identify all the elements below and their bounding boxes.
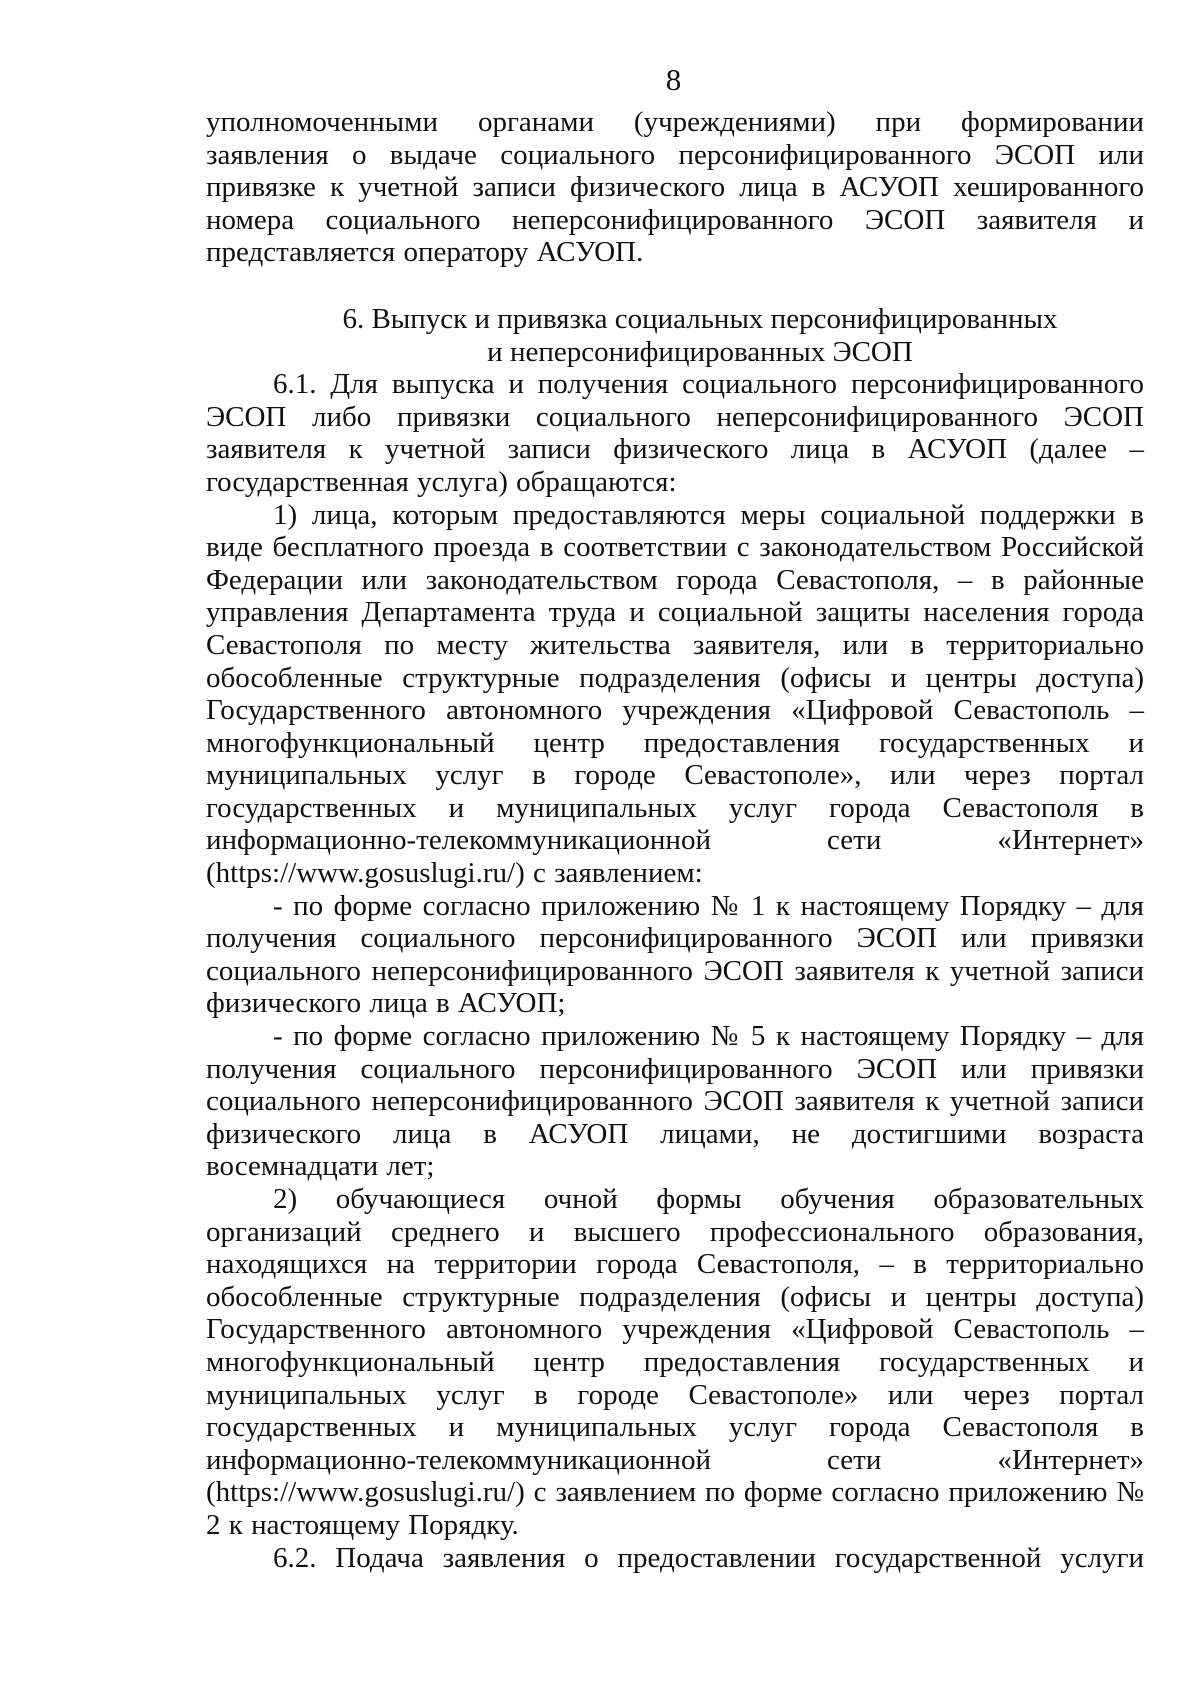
page-number: 8 (665, 62, 682, 97)
paragraph-continuation: уполномоченными органами (учреждениями) при формировании заявления о выдаче социального персонифицированного ЭСОП или привязке к учетной записи физического лица в АСУОП хешированного номера социального неперсонифицированного ЭСОП заявителя и представляется оператору АСУОП. (206, 106, 1144, 269)
spacer (206, 269, 1144, 303)
paragraph-item-2: 2) обучающиеся очной формы обучения образовательных организаций среднего и высшего профессионального образования, находящихся на территории города Севастополя, – в территориально обособленные структурные подразделения (офисы и центры доступа) Государственного автономного учреждения «Цифровой Севастополь – многофункциональный центр предоставления государственных и муниципальных услуг в городе Севастополе» или через портал государственных и муниципальных услуг города Севастополя в информационно-телекоммуникационной сети «Интернет» (https://www.gosuslugi.ru/) с заявлением по форме согласно приложению № 2 к настоящему Порядку. (206, 1183, 1144, 1541)
paragraph-item-1: 1) лица, которым предоставляются меры социальной поддержки в виде бесплатного проезда в соответствии с законодательством Российской Федерации или законодательством города Севастополя, – в районные управления Департамента труда и социальной защиты населения города Севастополя по месту жительства заявителя, или в территориально обособленные структурные подразделения (офисы и центры доступа) Государственного автономного учреждения «Цифровой Севастополь – многофункциональный центр предоставления государственных и муниципальных услуг в городе Севастополе», или через портал государственных и муниципальных услуг города Севастополя в информационно-телекоммуникационной сети «Интернет» (https://www.gosuslugi.ru/) с заявлением: (206, 498, 1144, 890)
section-heading-line-2: и неперсонифицированных ЭСОП (487, 335, 913, 368)
document-body (206, 106, 1144, 1574)
paragraph-6-2: 6.2. Подача заявления о предоставлении государственной услуги (273, 1541, 1144, 1574)
paragraph-6-1: 6.1. Для выпуска и получения социального персонифицированного ЭСОП либо привязки социального неперсонифицированного ЭСОП заявителя к учетной записи физического лица в АСУОП (далее – государственная услуга) обращаются: (206, 368, 1144, 498)
paragraph-form-1: - по форме согласно приложению № 1 к настоящему Порядку – для получения социального персонифицированного ЭСОП или привязки социального неперсонифицированного ЭСОП заявителя к учетной записи физического лица в АСУОП; (206, 889, 1144, 1020)
section-heading-line-1: 6. Выпуск и привязка социальных персонифицированных (342, 302, 1058, 335)
paragraph-form-5: - по форме согласно приложению № 5 к настоящему Порядку – для получения социального персонифицированного ЭСОП или привязки социального неперсонифицированного ЭСОП заявителя к учетной записи физического лица в АСУОП лицами, не достигшими возраста восемнадцати лет; (206, 1020, 1144, 1183)
